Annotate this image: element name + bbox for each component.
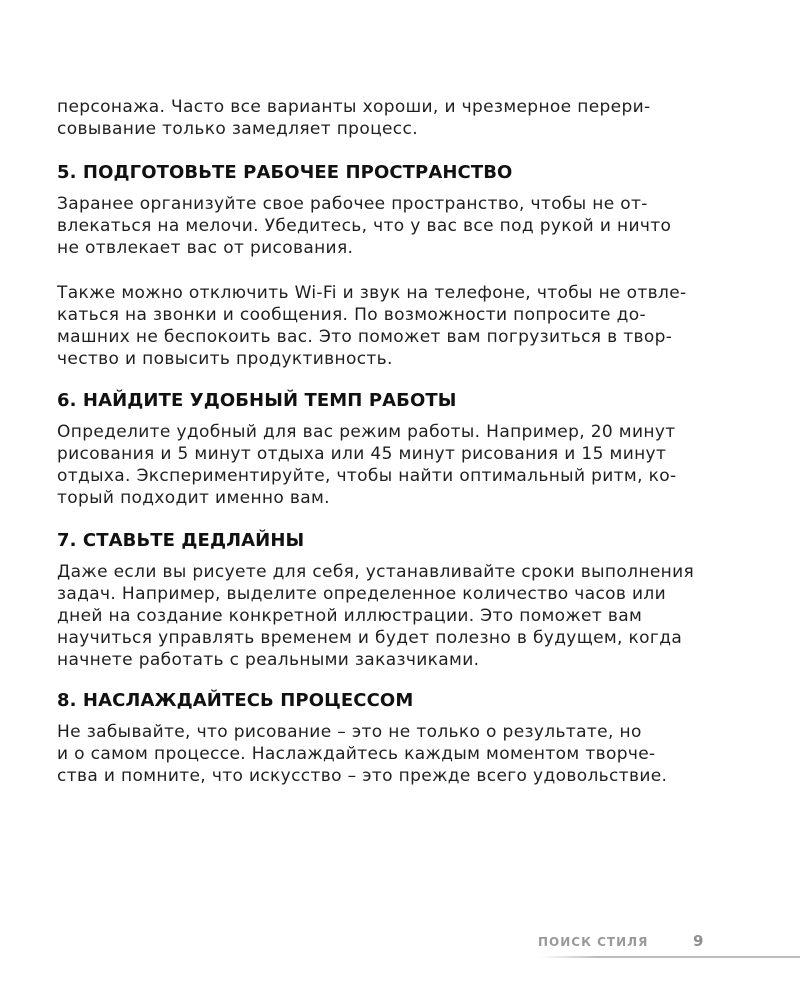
text-line: ства и помните, что искусство – это прежде всего удовольствие. [57, 766, 668, 786]
text-line: совывание только замедляет процесс. [57, 119, 418, 139]
text-line: начнете работать с реальными заказчиками. [57, 650, 480, 670]
section-heading-5: 5. ПОДГОТОВЬТЕ РАБОЧЕЕ ПРОСТРАНСТВО [57, 162, 513, 183]
text-line: каться на звонки и сообщения. По возможности попросите до- [57, 305, 646, 325]
footer-rule [540, 956, 800, 958]
page-number: 9 [693, 932, 704, 950]
section-heading-7: 7. СТАВЬТЕ ДЕДЛАЙНЫ [57, 530, 305, 551]
text-line: Также можно отключить Wi-Fi и звук на телефоне, чтобы не отвле- [57, 283, 687, 303]
running-footer-title: ПОИСК СТИЛЯ [538, 935, 649, 949]
text-line: машних не беспокоить вас. Это поможет вам погрузиться в твор- [57, 327, 673, 347]
text-line: дней на создание конкретной иллюстрации. Это поможет вам [57, 606, 643, 626]
text-line: персонажа. Часто все варианты хороши, и чрезмерное перери- [57, 97, 651, 117]
text-line: чество и повысить продуктивность. [57, 349, 393, 369]
text-line: отдыха. Экспериментируйте, чтобы найти оптимальный ритм, ко- [57, 466, 677, 486]
text-line: торый подходит именно вам. [57, 488, 330, 508]
section-heading-8: 8. НАСЛАЖДАЙТЕСЬ ПРОЦЕССОМ [57, 690, 414, 711]
text-line: Определите удобный для вас режим работы. Например, 20 минут [57, 422, 676, 442]
text-line: рисования и 5 минут отдыха или 45 минут рисования и 15 минут [57, 444, 667, 464]
text-line: Даже если вы рисуете для себя, устанавливайте сроки выполнения [57, 562, 695, 582]
section-heading-6: 6. НАЙДИТЕ УДОБНЫЙ ТЕМП РАБОТЫ [57, 390, 457, 411]
text-line: не отвлекает вас от рисования. [57, 238, 354, 258]
text-line: влекаться на мелочи. Убедитесь, что у вас все под рукой и ничто [57, 216, 672, 236]
text-line: задач. Например, выделите определенное количество часов или [57, 584, 667, 604]
text-line: Не забывайте, что рисование – это не только о результате, но [57, 722, 642, 742]
text-line: Заранее организуйте свое рабочее пространство, чтобы не от- [57, 194, 648, 214]
text-line: научиться управлять временем и будет полезно в будущем, когда [57, 628, 683, 648]
text-line: и о самом процессе. Наслаждайтесь каждым моментом творче- [57, 744, 656, 764]
